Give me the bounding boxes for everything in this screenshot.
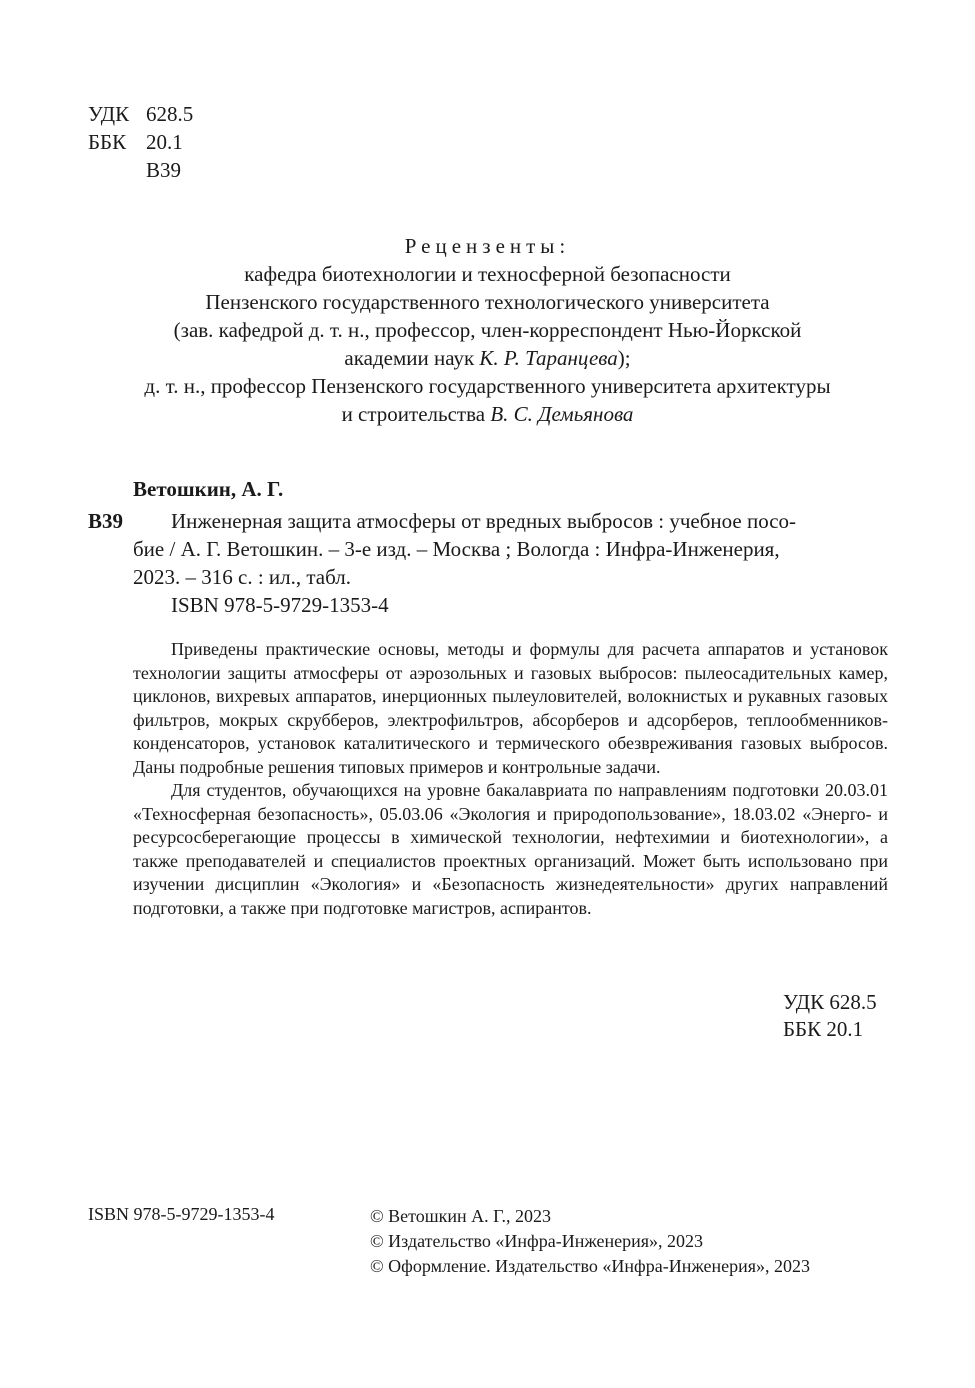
reviewers-text: и строительства	[341, 402, 491, 426]
copyright-block	[370, 1204, 810, 1279]
biblio-code: В39	[88, 509, 124, 533]
udk-value: 628.5	[146, 102, 194, 126]
footer-isbn: ISBN 978-5-9729-1353-4	[88, 1204, 275, 1224]
udk-label: УДК	[88, 102, 130, 126]
reviewers-line: (зав. кафедрой д. т. н., профессор, член-корреспондент Нью-Йоркской	[173, 318, 802, 342]
annotation-paragraph: Приведены практические основы, методы и формулы для расчета аппаратов и установок технологии защиты атмосферы от аэрозольных и газовых выбросов: пылеосадительных камер, циклонов, вихревых аппаратов, инерционных пылеуловителей, волокнистых и рукавных газовых фильтров, мокрых скрубберов, электрофильтров, абсорберов и адсорберов, теплообменников-конденсаторов, установок каталитического и термического обезвреживания газовых выбросов. Даны подробные решения типовых примеров и контрольные задачи.	[133, 639, 888, 777]
udk-bottom	[783, 989, 877, 1043]
bbk-value: 20.1	[146, 130, 183, 154]
annotation-paragraph: Для студентов, обучающихся на уровне бакалавриата по направлениям подготовки 20.03.01 «Техносферная безопасность», 05.03.06 «Экология и природопользование», 18.03.02 «Энерго- и ресурсосберегающие процессы в химической технологии, нефтехимии и биотехнологии», а также преподавателей и специалистов проектных организаций. Может быть использовано при изучении дисциплин «Экология» и «Безопасность жизнедеятельности» других направлений подготовки, а также при подготовке магистров, аспирантов.	[133, 780, 888, 918]
biblio-line: бие / А. Г. Ветошкин. – 3-е изд. – Москва ; Вологда : Инфра-Инженерия,	[133, 537, 780, 561]
udk-row	[88, 100, 193, 128]
reviewers-line: Пензенского государственного технологического университета	[205, 290, 770, 314]
reviewers-line: д. т. н., профессор Пензенского государственного университета архитектуры	[144, 374, 831, 398]
reviewer-name: К. Р. Таранцева	[479, 346, 618, 370]
reviewers-block	[60, 232, 915, 428]
reviewers-line	[60, 344, 915, 372]
bbk-row	[88, 128, 193, 156]
bbk-label: ББК	[88, 130, 127, 154]
bbk-bottom-line: ББК 20.1	[783, 1017, 864, 1041]
copyright-line: © Оформление. Издательство «Инфра-Инженерия», 2023	[370, 1256, 811, 1276]
copyright-line: © Ветошкин А. Г., 2023	[370, 1206, 552, 1226]
reviewers-text: );	[617, 346, 631, 370]
reviewers-heading: Рецензенты:	[404, 234, 571, 258]
biblio-line: 2023. – 316 с. : ил., табл.	[133, 565, 352, 589]
biblio-isbn: ISBN 978-5-9729-1353-4	[171, 593, 389, 617]
reviewer-name: В. С. Демьянова	[490, 402, 634, 426]
author-sign: В39	[146, 158, 182, 182]
author-heading: Ветошкин, А. Г.	[133, 477, 284, 501]
reviewers-line: кафедра биотехнологии и техносферной безопасности	[244, 262, 731, 286]
udk-bottom-line: УДК 628.5	[783, 990, 877, 1014]
copyright-line: © Издательство «Инфра-Инженерия», 2023	[370, 1231, 704, 1251]
biblio-line: Инженерная защита атмосферы от вредных выбросов : учебное посо-	[171, 509, 797, 533]
annotation	[133, 638, 888, 920]
reviewers-text: академии наук	[344, 346, 480, 370]
reviewers-line	[60, 400, 915, 428]
bibliographic-description	[133, 507, 888, 591]
classification-codes	[88, 100, 193, 184]
